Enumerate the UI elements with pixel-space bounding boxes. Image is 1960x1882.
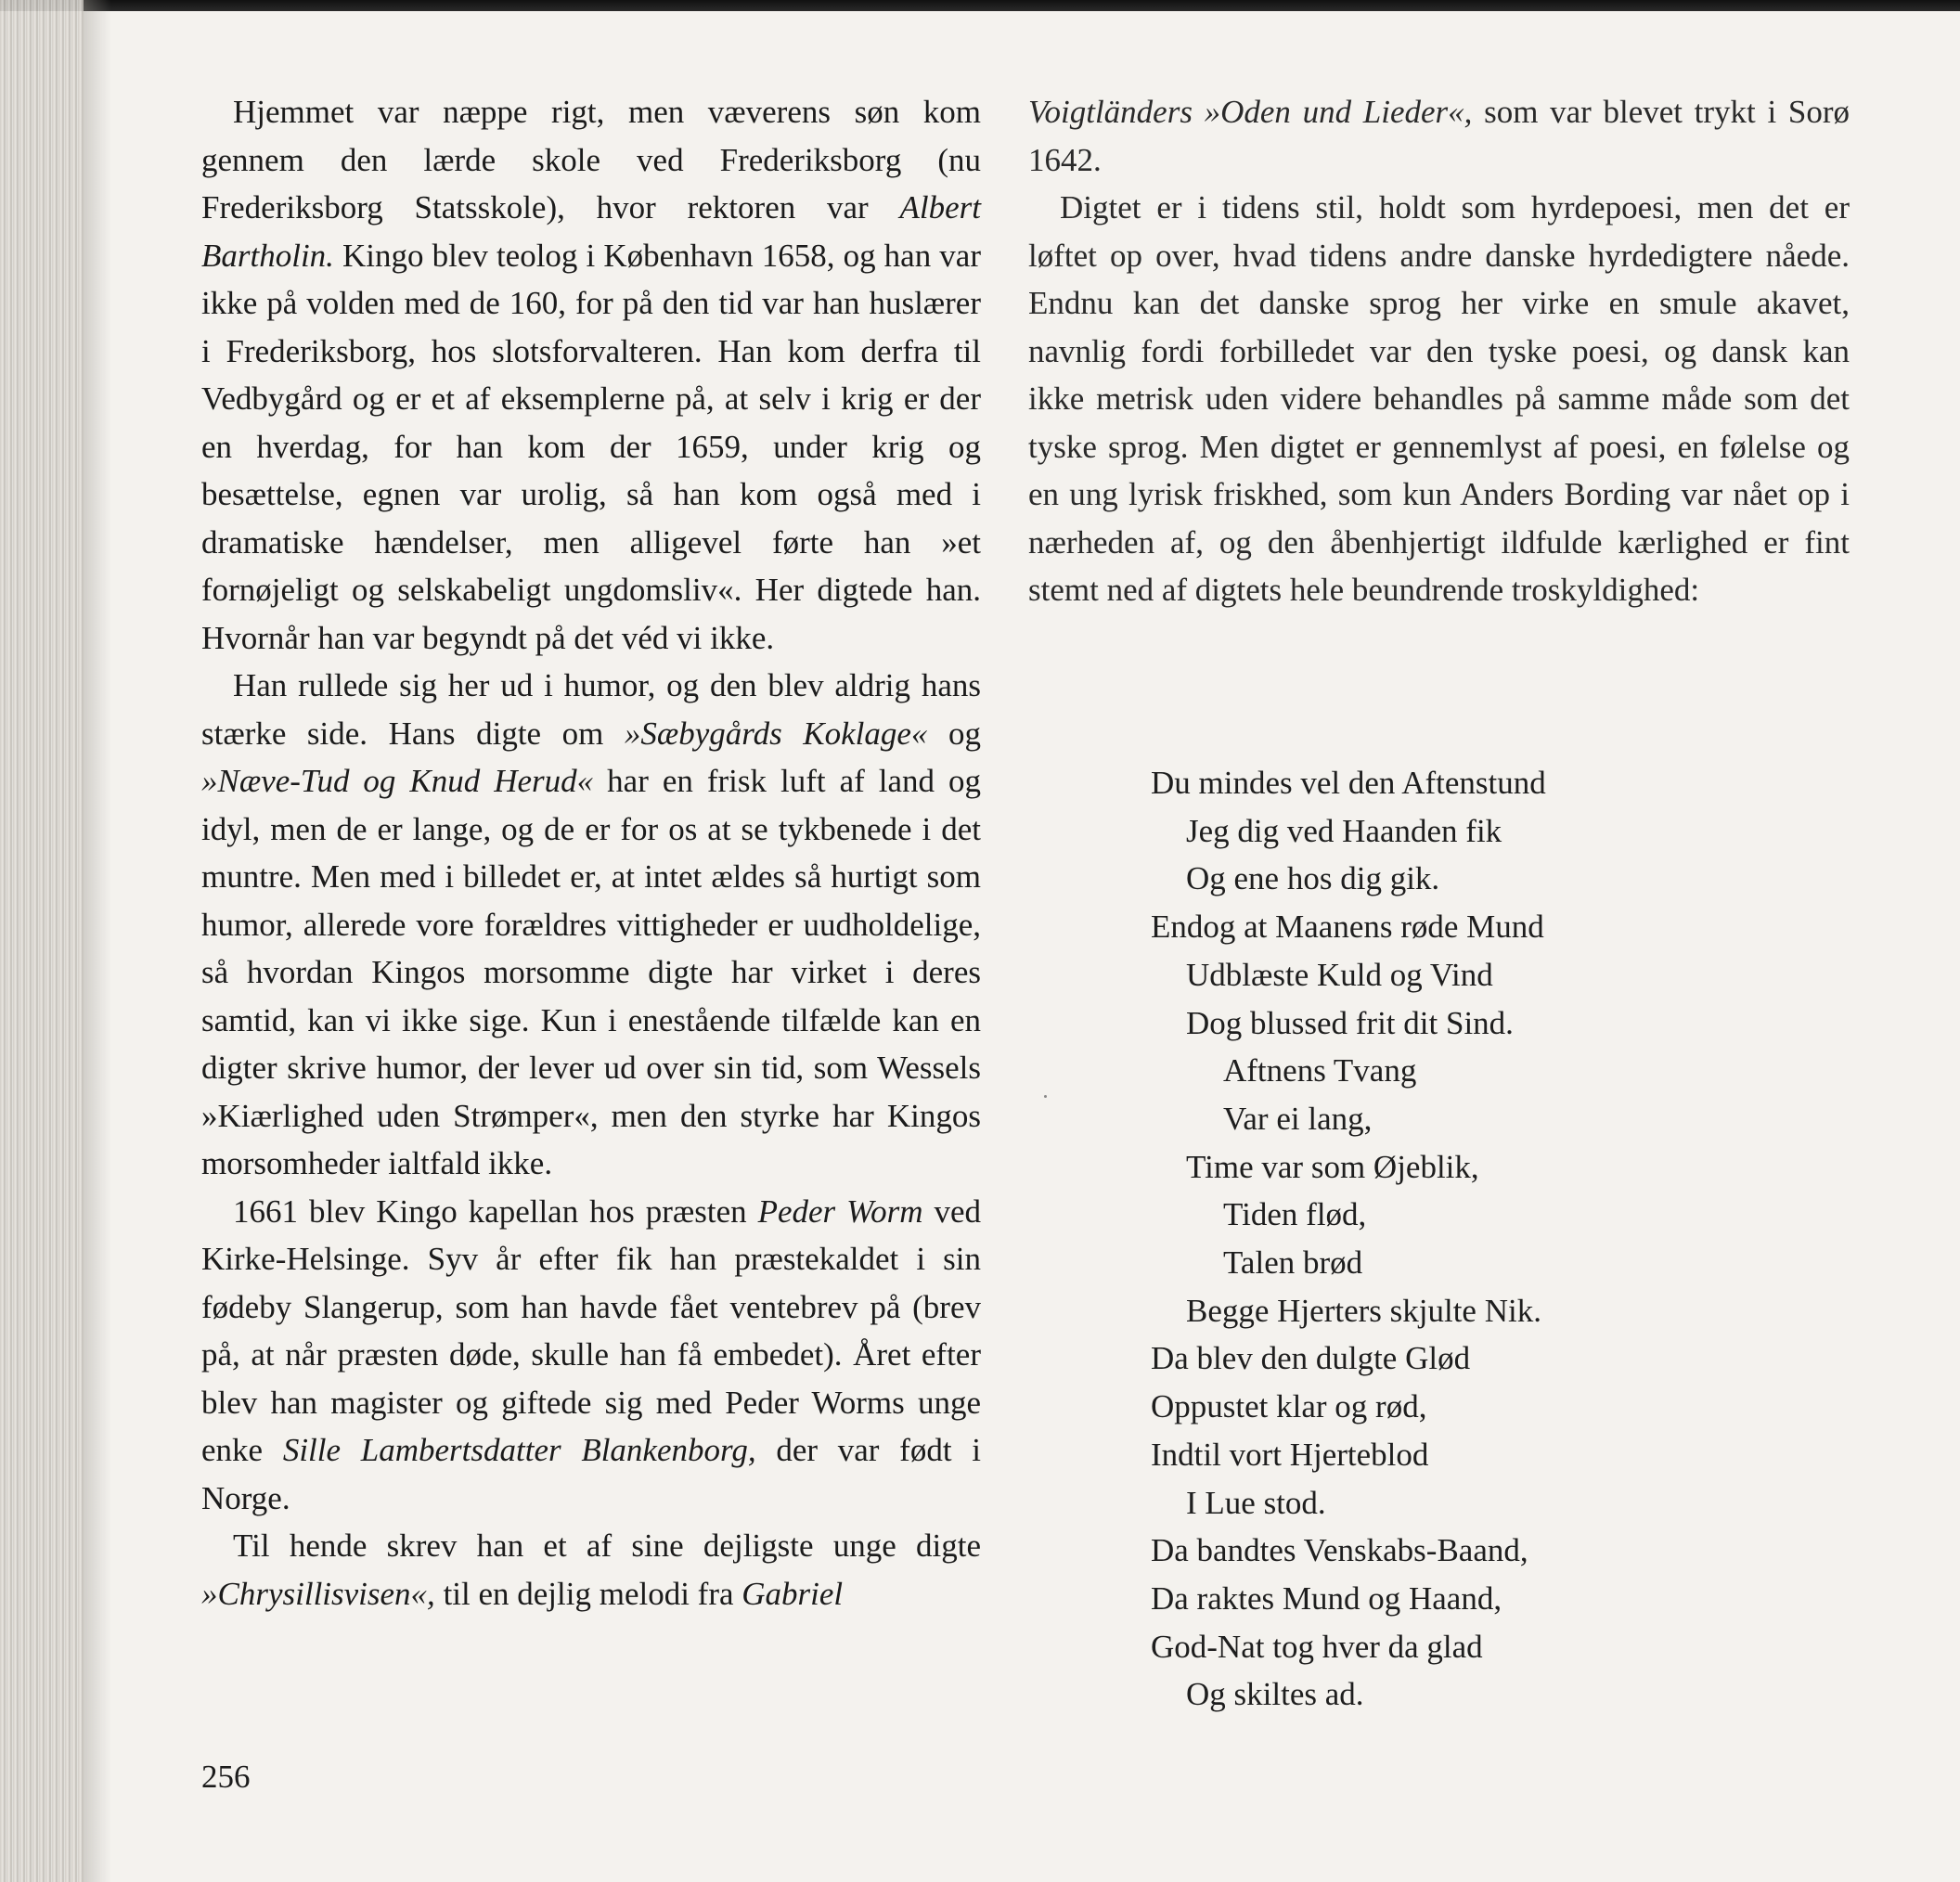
right-paragraph [1028,88,1850,184]
text-run: Han rullede sig her ud i humor, og den blev aldrig hans stærke side. Hans digte om [201,667,981,752]
poem-line: I Lue stod. [1186,1484,1326,1521]
poem [1151,759,1546,1719]
right-paragraph [1028,184,1850,614]
poem-line: Tiden flød, [1223,1196,1367,1233]
page-stack-edge [0,0,84,1882]
italic-text: »Næve-Tud og Knud Herud« [201,763,594,799]
italic-text: Sille Lambertsdatter Blankenborg, [282,1432,756,1468]
poem-line: Var ei lang, [1223,1100,1373,1137]
italic-text: Peder Worm [757,1192,923,1230]
text-run: der var født i Norge. [201,1432,981,1516]
poem-line: Og skiltes ad. [1186,1676,1364,1713]
poem-line: Endog at Maanens røde Mund [1151,909,1544,946]
text-run: ved Kirke-Helsinge. Syv år efter fik han præstekaldet i sin fødeby Slangerup, som han havde fået ventebrev på (brev på, at når præsten døde, skulle han få embedet). Året efter blev han magister og giftede sig med Peder Worms unge enke [201,1192,981,1468]
poem-line: Udblæste Kuld og Vind [1186,956,1493,993]
book-edge [0,0,1960,11]
poem-line: God-Nat tog hver da glad [1151,1628,1483,1665]
poem-line: Aftnens Tvang [1223,1052,1417,1089]
text-run: Hjemmet var næppe rigt, men væverens søn kom gennem den lærde skole ved Frederiksborg (nu Frederiksborg Statsskole), hvor rektoren var [201,94,981,226]
text-run: 1661 blev Kingo kapellan hos præsten [233,1192,758,1230]
poem-line: Da raktes Mund og Haand, [1151,1579,1502,1617]
left-paragraph [201,88,981,662]
poem-line: Da blev den dulgte Glød [1151,1340,1471,1377]
italic-text: »Sæbygårds Koklage« [624,715,928,752]
text-run: Kingo blev teolog i København 1658, og han var ikke på volden med de 160, for på den tid var han huslærer i Frederiksborg, hos slotsforvalteren. Han kom derfra til Vedbygård og er et af eksemplerne på, at selv i krig er der en hverdag, for han kom der 1659, under krig og besættelse, egnen var urolig, så han kom også med i dramatiske hændelser, men alligevel førte han »et fornøjeligt og selskabeligt ungdomsliv«. Her digtede han. Hvornår han var begyndt på det véd vi ikke. [201,237,981,656]
italic-text: Gabriel [741,1575,844,1612]
poem-line: Oppustet klar og rød, [1151,1388,1427,1425]
text-run: som var blevet trykt i Sorø 1642. [1028,94,1850,178]
poem-line: Indtil vort Hjerteblod [1151,1436,1429,1473]
poem-line: Time var som Øjeblik, [1186,1148,1479,1185]
poem-line: Du mindes vel den Aftenstund [1151,765,1546,801]
text-run: Digtet er i tidens stil, holdt som hyrdepoesi, men det er løftet op over, hvad tidens andre danske hyrdedigtere nåede. Endnu kan det danske sprog her virke en smule akavet, navnlig fordi forbilledet var den tyske poesi, og dansk kan ikke metrisk uden videre behandles på samme måde som det tyske sprog. Men digtet er gennemlyst af poesi, en følelse og en ung lyrisk friskhed, som kun Anders Bording var nået op i nærheden af, og den åbenhjertigt ildfulde kærlighed er fint stemt ned af digtets hele beundrende troskyldighed: [1028,189,1850,608]
poem-line: Og ene hos dig gik. [1186,860,1440,897]
text-run: til en dejlig melodi fra [434,1575,742,1612]
text-run: og [927,715,981,752]
poem-line: Jeg dig ved Haanden fik [1186,812,1502,849]
italic-text: Voigtländers »Oden und Lieder«, [1028,94,1473,130]
text-run: har en frisk luft af land og idyl, men de er lange, og de er for os at se tykbenede i det muntre. Men med i billedet er, at intet ældes så hurtigt som humor, allerede vore forældres vittigheder er uudholdelige, så hvordan Kingos morsomme digte har virket i deres samtid, kan vi ikke sige. Kun i enestående tilfælde kan en digter skrive humor, der lever ud over sin tid, som Wessels »Kiærlighed uden Strømper«, men den styrke har Kingos morsomheder ialtfald ikke. [201,763,981,1181]
page-number: 256 [201,1759,251,1795]
italic-text: »Chrysillisvisen«, [201,1575,435,1612]
poem-line: Begge Hjerters skjulte Nik. [1186,1292,1541,1329]
poem-line: Da bandtes Venskabs-Baand, [1151,1532,1528,1569]
right-column [1028,88,1850,614]
left-paragraph [201,1188,981,1523]
left-paragraph [201,1522,981,1618]
text-run: Til hende skrev han et af sine dejligste unge digte [233,1528,981,1564]
italic-text: Albert Bartholin. [201,189,981,274]
poem-line: Talen brød [1223,1244,1363,1282]
speck [1044,1095,1047,1098]
poem-line: Dog blussed frit dit Sind. [1186,1004,1514,1041]
left-paragraph [201,662,981,1188]
left-column [201,88,981,1618]
